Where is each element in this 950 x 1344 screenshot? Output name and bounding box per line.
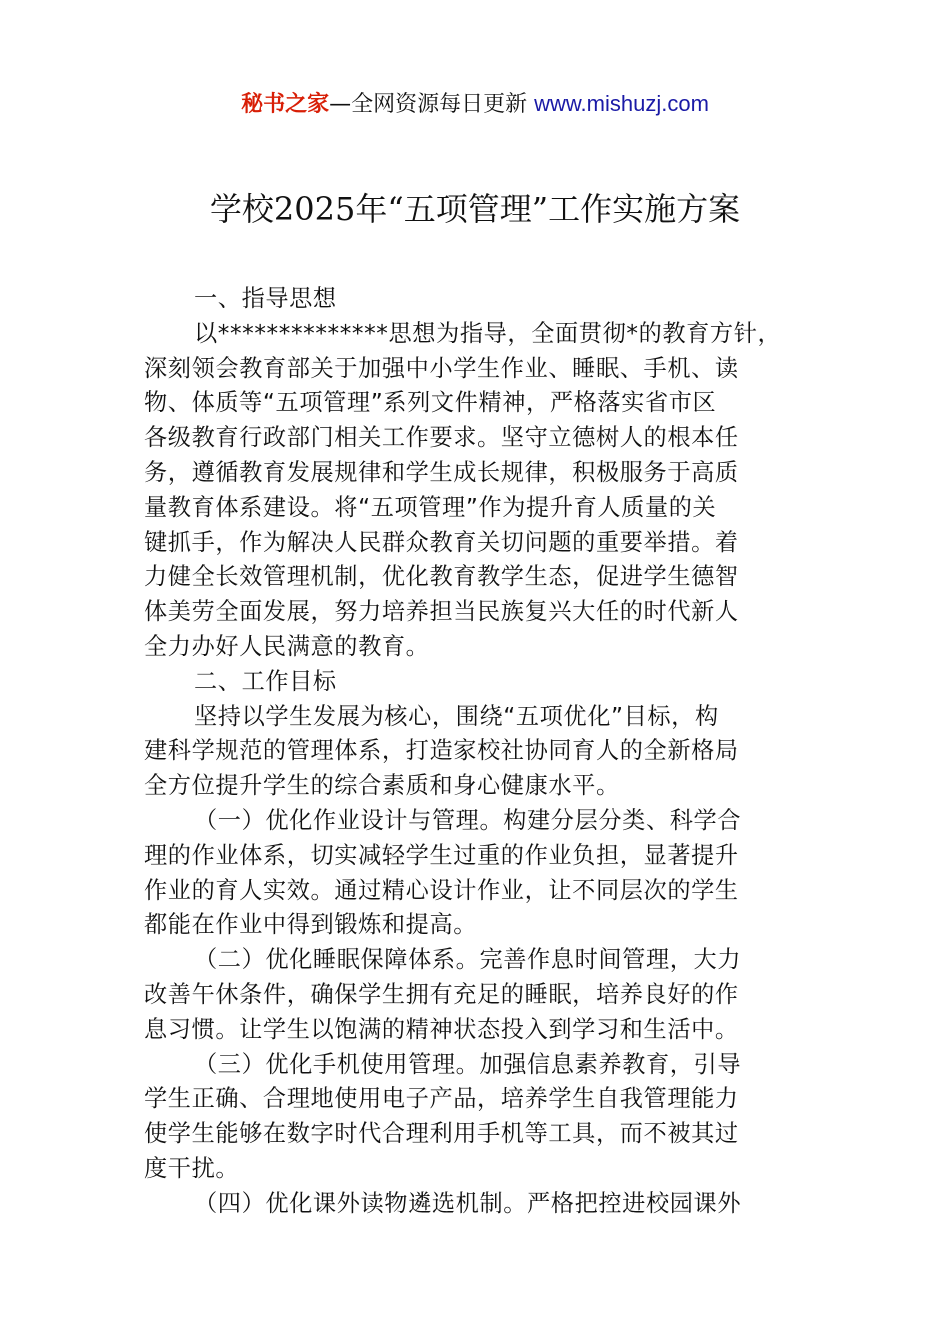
paragraph-line: 学生正确、合理地使用电子产品，培养学生自我管理能力 (144, 1085, 739, 1113)
paragraph-line: 坚持以学生发展为核心，围绕“五项优化”目标，构 (194, 702, 719, 730)
paragraph-line: 务，遵循教育发展规律和学生成长规律，积极服务于高质 (144, 458, 739, 486)
document-title: 学校2025年“五项管理”工作实施方案 (209, 190, 741, 228)
paragraph-line: 体美劳全面发展，努力培养担当民族复兴大任的时代新人 (144, 598, 739, 626)
section-heading: 一、指导思想 (194, 285, 337, 312)
paragraph-line: （一）优化作业设计与管理。构建分层分类、科学合 (194, 806, 742, 834)
paragraph-line: 深刻领会教育部关于加强中小学生作业、睡眠、手机、读 (144, 354, 739, 382)
paragraph-line: 度干扰。 (144, 1154, 240, 1182)
paragraph-line: 以**************思想为指导，全面贯彻*的教育方针， (194, 319, 782, 347)
paragraph-line: 建科学规范的管理体系，打造家校社协同育人的全新格局 (144, 737, 739, 765)
site-header (0, 88, 950, 121)
paragraph-line: 改善午休条件，确保学生拥有充足的睡眠，培养良好的作 (144, 980, 739, 1008)
brand-name: 秘书之家 (241, 92, 330, 117)
section-heading: 二、工作目标 (194, 667, 337, 695)
paragraph-line: （二）优化睡眠保障体系。完善作息时间管理，大力 (194, 946, 742, 974)
paragraph-line: 各级教育行政部门相关工作要求。坚守立德树人的根本任 (144, 424, 739, 452)
paragraph-line: 物、体质等“五项管理”系列文件精神，严格落实省市区 (144, 389, 717, 417)
site-url[interactable]: www.mishuzj.com (534, 91, 709, 116)
paragraph-line: 键抓手，作为解决人民群众教育关切问题的重要举措。着 (144, 528, 739, 556)
paragraph-line: 息习惯。让学生以饱满的精神状态投入到学习和生活中。 (144, 1015, 739, 1043)
paragraph-line: 作业的育人实效。通过精心设计作业，让不同层次的学生 (144, 876, 739, 904)
paragraph-line: 全方位提升学生的综合素质和身心健康水平。 (144, 772, 620, 800)
document-body (144, 282, 812, 1222)
paragraph-line: 全力办好人民满意的教育。 (144, 632, 430, 660)
paragraph-line: 理的作业体系，切实减轻学生过重的作业负担，显著提升 (144, 841, 739, 869)
paragraph-line: 量教育体系建设。将“五项管理”作为提升育人质量的关 (144, 493, 717, 521)
header-tagline: —全网资源每日更新 (329, 92, 528, 117)
paragraph-line: 使学生能够在数字时代合理利用手机等工具，而不被其过 (144, 1120, 739, 1148)
paragraph-line: 力健全长效管理机制，优化教育教学生态，促进学生德智 (144, 563, 739, 591)
paragraph-line: 都能在作业中得到锻炼和提高。 (144, 911, 478, 939)
paragraph-line: （四）优化课外读物遴选机制。严格把控进校园课外 (194, 1189, 742, 1217)
paragraph-line: （三）优化手机使用管理。加强信息素养教育，引导 (194, 1050, 742, 1078)
